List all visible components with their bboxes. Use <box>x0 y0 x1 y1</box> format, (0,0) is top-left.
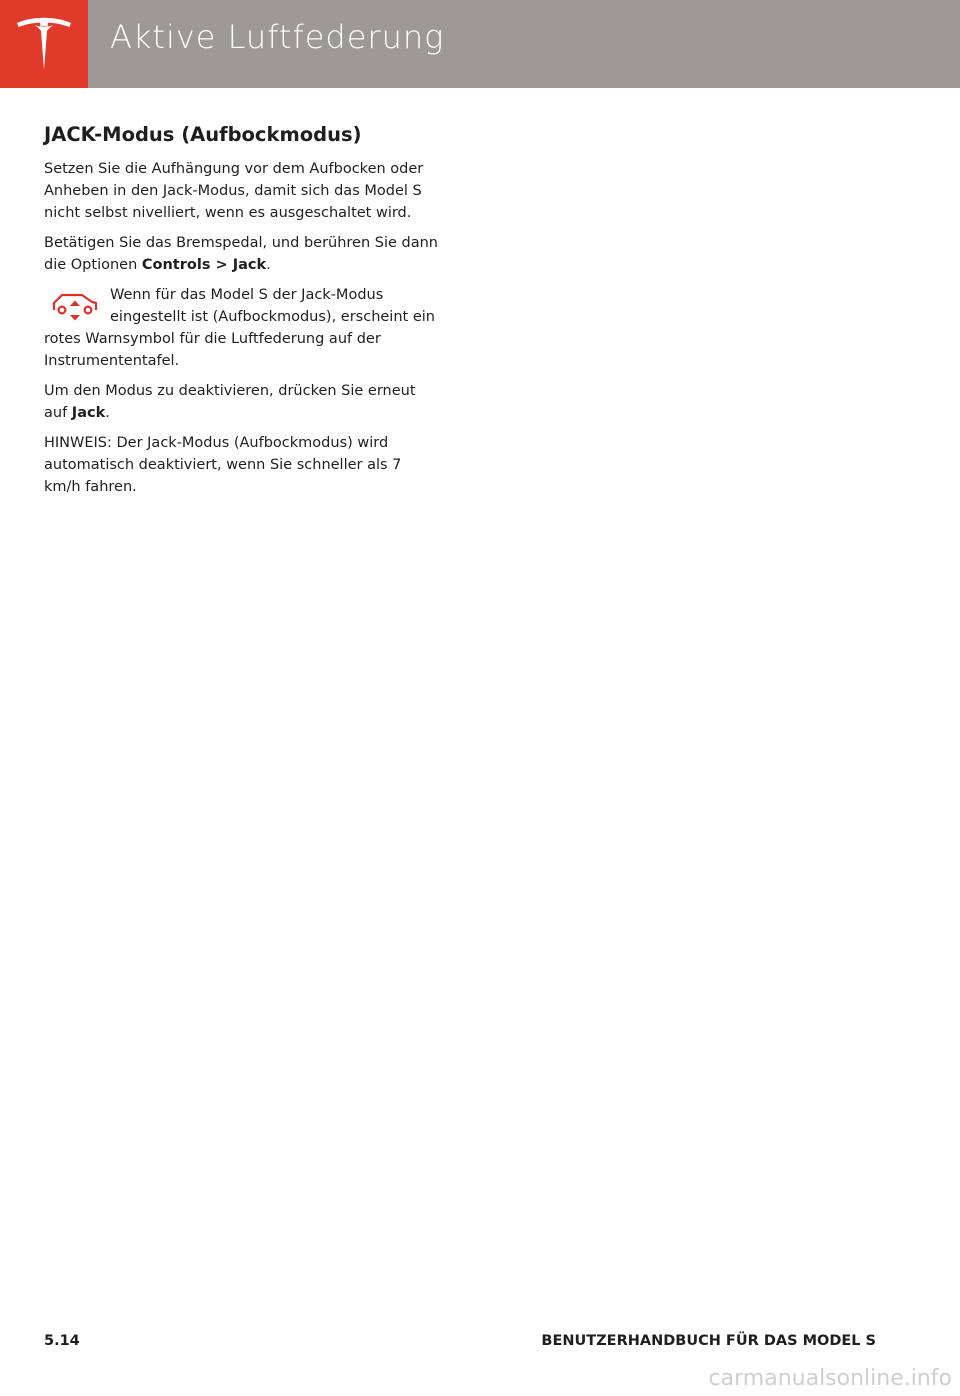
tesla-logo-icon <box>14 14 74 74</box>
page-header <box>0 0 960 88</box>
instruction-paragraph <box>44 232 439 276</box>
intro-paragraph: Setzen Sie die Aufhängung vor dem Aufbocken oder Anheben in den Jack-Modus, damit sich das Model S nicht selbst nivelliert, wenn es ausgeschaltet wird. <box>44 161 424 221</box>
page-title: Aktive Luftfederung <box>110 18 445 56</box>
tesla-logo <box>0 0 88 88</box>
page-number: 5.14 <box>44 1333 80 1349</box>
jack-button-label: Jack <box>71 405 106 421</box>
deactivate-paragraph <box>44 380 439 424</box>
menu-path: Controls > Jack <box>141 257 267 273</box>
instruction-text: Betätigen Sie das Bremspedal, und berühren Sie dann die Optionen <box>44 235 438 273</box>
section-title: JACK-Modus (Aufbockmodus) <box>44 123 362 146</box>
warning-icon-paragraph <box>44 284 439 372</box>
main-content <box>44 123 439 506</box>
manual-title: BENUTZERHANDBUCH FÜR DAS MODEL S <box>541 1333 876 1349</box>
note-paragraph: HINWEIS: Der Jack-Modus (Aufbockmodus) wird automatisch deaktiviert, wenn Sie schneller als 7 km/h fahren. <box>44 435 402 495</box>
instruction-end: . <box>266 257 271 273</box>
watermark: carmanualsonline.info <box>708 1366 952 1391</box>
deactivate-text: Um den Modus zu deaktivieren, drücken Sie erneut auf <box>44 383 416 421</box>
air-suspension-warning-icon <box>48 286 100 324</box>
deactivate-end: . <box>105 405 110 421</box>
warning-paragraph: Wenn für das Model S der Jack-Modus eingestellt ist (Aufbockmodus), erscheint ein rotes Warnsymbol für die Luftfederung auf der Instrumententafel. <box>44 287 435 369</box>
